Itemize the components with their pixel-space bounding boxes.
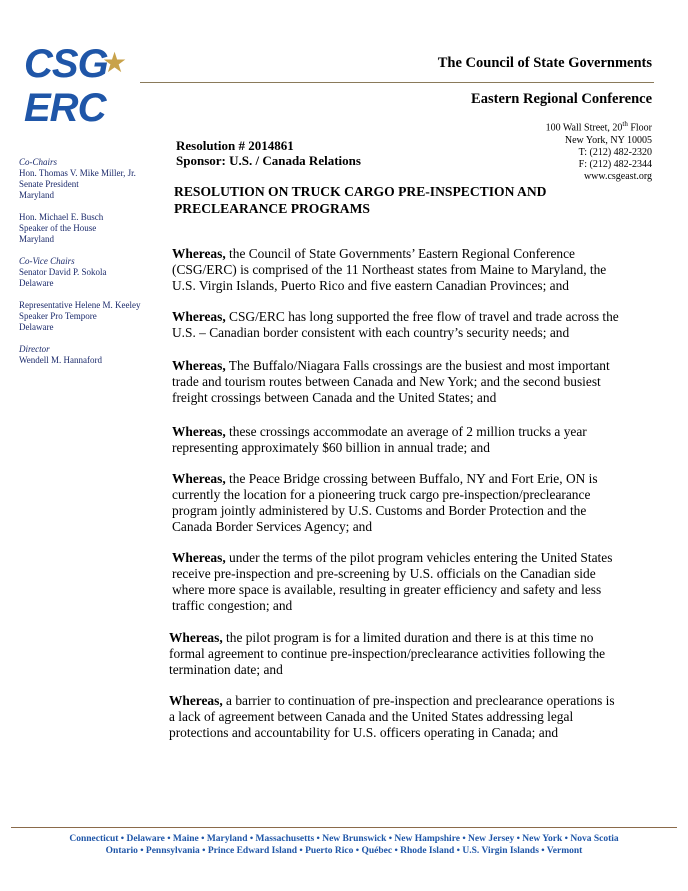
address-line1: 100 Wall Street, 20th Floor (545, 120, 652, 134)
whereas-paragraph: Whereas, the Council of State Governments’ Eastern Regional Conference (CSG/ERC) is comprised of the 11 Northeast states from Maine to Maryland, the U.S. Virgin Islands, Puerto Rico and five eastern Canadian Provinces; and (172, 246, 607, 293)
logo-csg-text: CSG (24, 42, 108, 86)
address-line2: New York, NY 10005 (564, 134, 652, 146)
conference-name: Eastern Regional Conference (471, 91, 652, 107)
officer-state: Delaware (19, 278, 54, 288)
whereas-paragraph: Whereas, a barrier to continuation of pre-inspection and preclearance operations is a lack of agreement between Canada and the United States addressing legal protections and accountability for U.S. officers operating in Canada; and (169, 693, 615, 740)
resolution-number: Resolution # 2014861 (176, 138, 294, 153)
officer-title: Speaker Pro Tempore (19, 311, 97, 321)
resolution-sponsor: Sponsor: U.S. / Canada Relations (176, 153, 361, 168)
star-icon: ★ (102, 48, 128, 79)
resolution-title: RESOLUTION ON TRUCK CARGO PRE-INSPECTION AND PRECLEARANCE PROGRAMS (174, 184, 547, 216)
officer-title: Speaker of the House (19, 223, 97, 233)
org-name: The Council of State Governments (437, 55, 652, 71)
whereas-paragraph: Whereas, the pilot program is for a limited duration and there is at this time no formal agreement to continue pre-inspection/preclearance activities following the termination date; and (169, 630, 606, 677)
officer-name: Wendell M. Hannaford (19, 355, 102, 365)
member-states-footer (0, 833, 688, 857)
whereas-paragraph: Whereas, The Buffalo/Niagara Falls crossings are the busiest and most important trade and tourism routes between Canada and New York; and the second busiest freight crossings between Canada and the United States; and (172, 358, 610, 405)
officer-state: Maryland (19, 234, 54, 244)
fax-number: F: (212) 482-2344 (578, 158, 652, 170)
footer-divider (11, 827, 677, 828)
address-block (546, 118, 652, 183)
officer-state: Maryland (19, 190, 54, 200)
officer-name: Representative Helene M. Keeley (19, 300, 141, 310)
website-link[interactable]: www.csgeast.org (583, 171, 652, 183)
officers-sidebar (19, 157, 159, 366)
logo-erc-text: ERC (24, 86, 106, 130)
covice-chairs-label: Co-Vice Chairs (19, 256, 75, 266)
whereas-paragraph: Whereas, the Peace Bridge crossing between Buffalo, NY and Fort Erie, ON is currently the location for a pioneering truck cargo pre-inspection/preclearance program jointly administered by U.S. Customs and Border Protection and the Canada Border Services Agency; and (172, 471, 598, 534)
whereas-paragraph: Whereas, under the terms of the pilot program vehicles entering the United States receive pre-inspection and pre-screening by U.S. officials on the Canadian side where more space is available, resulting in greater efficiency and safety and less traffic congestion; and (172, 550, 613, 613)
director-label: Director (19, 344, 50, 354)
officer-name: Hon. Michael E. Busch (19, 212, 104, 222)
footer-line: Connecticut • Delaware • Maine • Maryland • Massachusetts • New Brunswick • New Hampshire • New Jersey • New York • Nova Scotia (69, 834, 619, 844)
officer-name: Senator David P. Sokola (19, 267, 107, 277)
officer-title: Senate President (19, 179, 79, 189)
phone-number: T: (212) 482-2320 (578, 146, 652, 158)
resolution-info (176, 138, 361, 168)
whereas-paragraph: Whereas, these crossings accommodate an average of 2 million trucks a year representing approximately $60 billion in annual trade; and (172, 424, 587, 455)
header-divider (140, 82, 654, 83)
officer-name: Hon. Thomas V. Mike Miller, Jr. (19, 168, 136, 178)
whereas-paragraph: Whereas, CSG/ERC has long supported the free flow of travel and trade across the U.S. – Canadian border consistent with each country’s security needs; and (172, 309, 619, 340)
csg-erc-logo (24, 42, 128, 130)
footer-line: Ontario • Pennsylvania • Prince Edward Island • Puerto Rico • Québec • Rhode Island • U.S. Virgin Islands • Vermont (105, 846, 583, 856)
officer-state: Delaware (19, 322, 54, 332)
cochairs-label: Co-Chairs (19, 157, 58, 167)
